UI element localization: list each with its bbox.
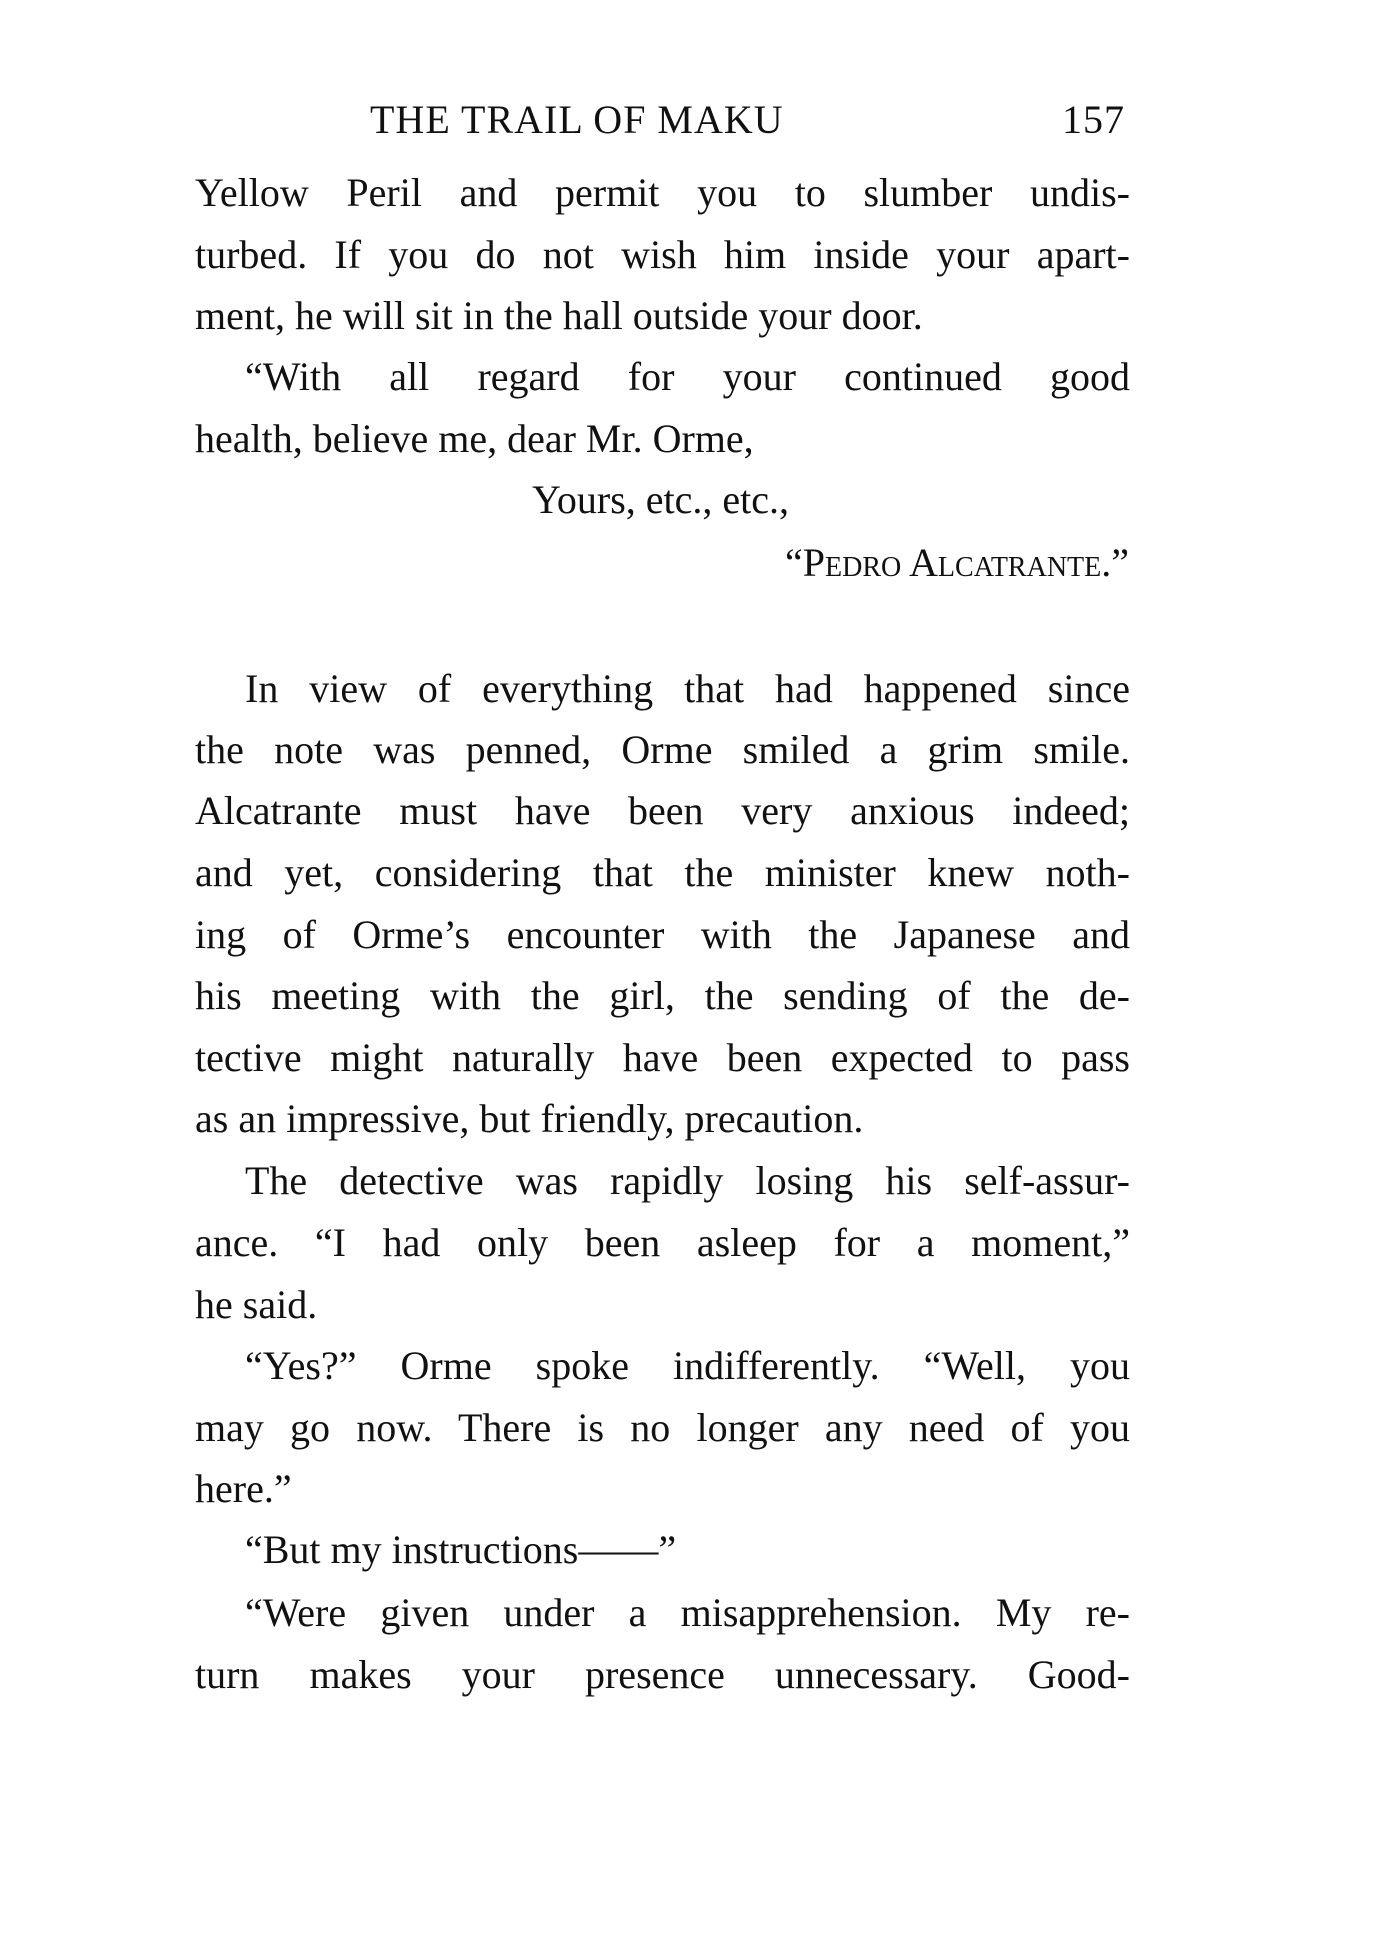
closing: Yours, etc., etc., (532, 477, 790, 522)
text-line: Yellow Peril and permit you to slumber undis- (195, 170, 1130, 215)
text-line: ment, he will sit in the hall outside your door. (195, 293, 923, 338)
text-line: his meeting with the girl, the sending of the de- (195, 973, 1130, 1018)
signature: “Pedro Alcatrante.” (785, 540, 1129, 585)
text-line: ance. “I had only been asleep for a moment,” (195, 1220, 1130, 1265)
text-line: The detective was rapidly losing his self-assur- (245, 1158, 1130, 1203)
running-title: THE TRAIL OF MAKU (370, 97, 784, 142)
text-line: turn makes your presence unnecessary. Good- (195, 1652, 1130, 1697)
text-line: he said. (195, 1282, 318, 1327)
text-line: as an impressive, but friendly, precaution. (195, 1096, 864, 1141)
text-line: and yet, considering that the minister knew noth- (195, 850, 1130, 895)
text-line: “Were given under a misapprehension. My re- (245, 1590, 1130, 1635)
text-line: In view of everything that had happened since (245, 666, 1130, 711)
text-line: “But my instructions——” (245, 1527, 677, 1572)
text-line: ing of Orme’s encounter with the Japanese and (195, 912, 1130, 957)
text-line: may go now. There is no longer any need of you (195, 1405, 1130, 1450)
text-line: health, believe me, dear Mr. Orme, (195, 416, 754, 461)
text-line: turbed. If you do not wish him inside your apart- (195, 232, 1130, 277)
page-number: 157 (1062, 97, 1125, 142)
text-line: here.” (195, 1466, 292, 1511)
text-line: the note was penned, Orme smiled a grim smile. (195, 727, 1130, 772)
text-line: tective might naturally have been expected to pass (195, 1035, 1130, 1080)
text-line: Alcatrante must have been very anxious indeed; (195, 788, 1130, 833)
text-line: “With all regard for your continued good (245, 354, 1130, 399)
text-line: “Yes?” Orme spoke indifferently. “Well, you (245, 1343, 1130, 1388)
